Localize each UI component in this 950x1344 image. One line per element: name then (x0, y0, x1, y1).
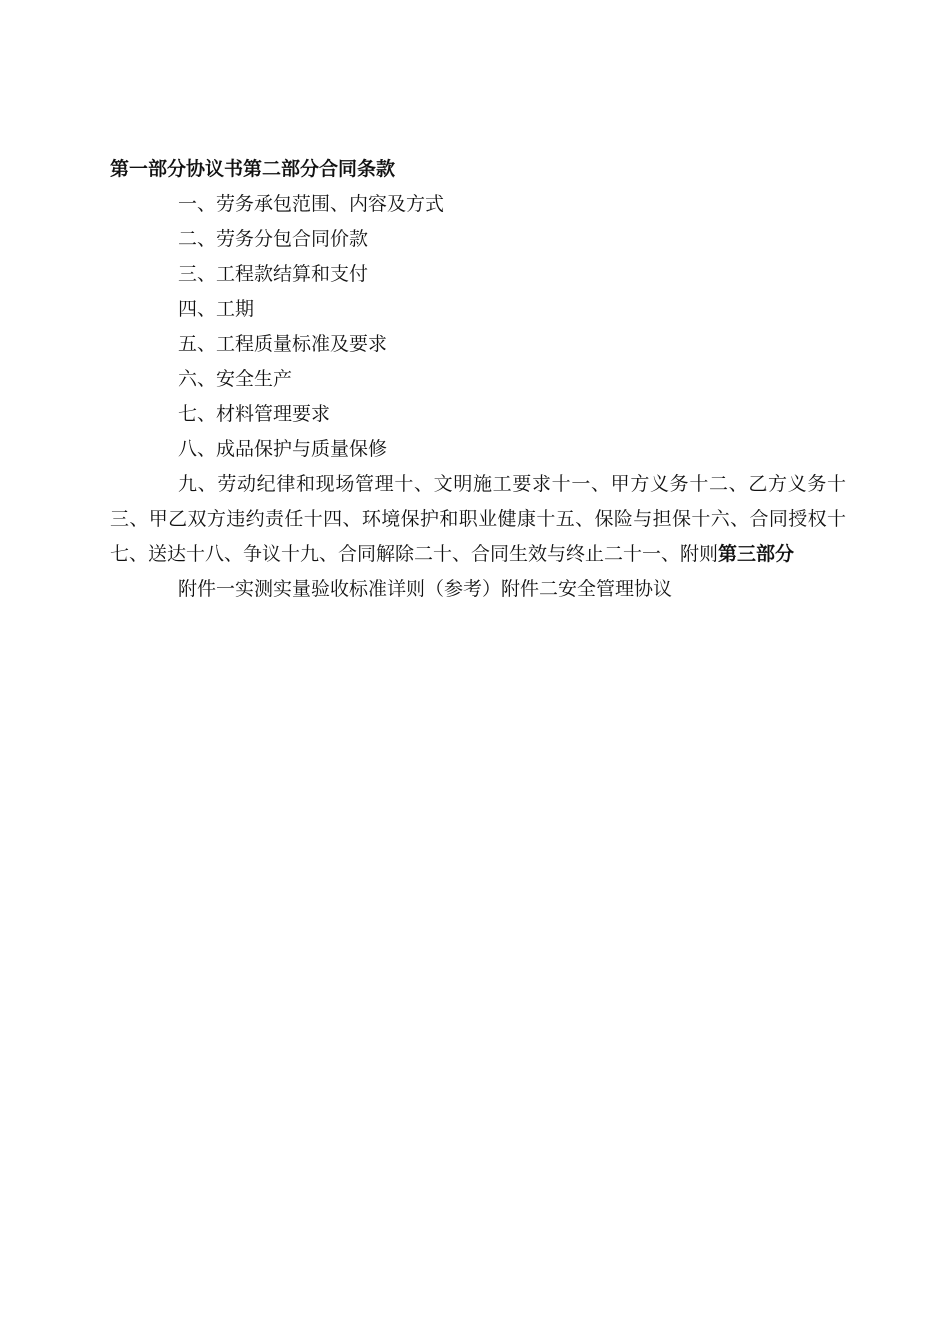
section-heading: 第一部分协议书第二部分合同条款 (110, 158, 396, 180)
clause-item-4: 四、工期 (178, 298, 255, 320)
clause-item-5: 五、工程质量标准及要求 (178, 333, 388, 355)
part-three-heading: 第三部分 (718, 543, 795, 565)
clause-paragraph-text: 九、劳动纪律和现场管理十、文明施工要求十一、甲方义务十二、乙方义务十三、甲乙双方违约责任十四、环境保护和职业健康十五、保险与担保十六、合同授权十七、送达十八、争议十九、合同解除二十、合同生效与终止二十一、附则 (110, 473, 846, 565)
document-body (110, 152, 846, 607)
appendix-line: 附件一实测实量验收标准详则（参考）附件二安全管理协议 (178, 578, 673, 600)
clause-paragraph (110, 467, 846, 572)
clause-item-6: 六、安全生产 (178, 368, 293, 390)
clause-item-7: 七、材料管理要求 (178, 403, 331, 425)
clause-item-1: 一、劳务承包范围、内容及方式 (178, 193, 445, 215)
clause-item-8: 八、成品保护与质量保修 (178, 438, 388, 460)
clause-item-3: 三、工程款结算和支付 (178, 263, 369, 285)
clause-item-2: 二、劳务分包合同价款 (178, 228, 369, 250)
